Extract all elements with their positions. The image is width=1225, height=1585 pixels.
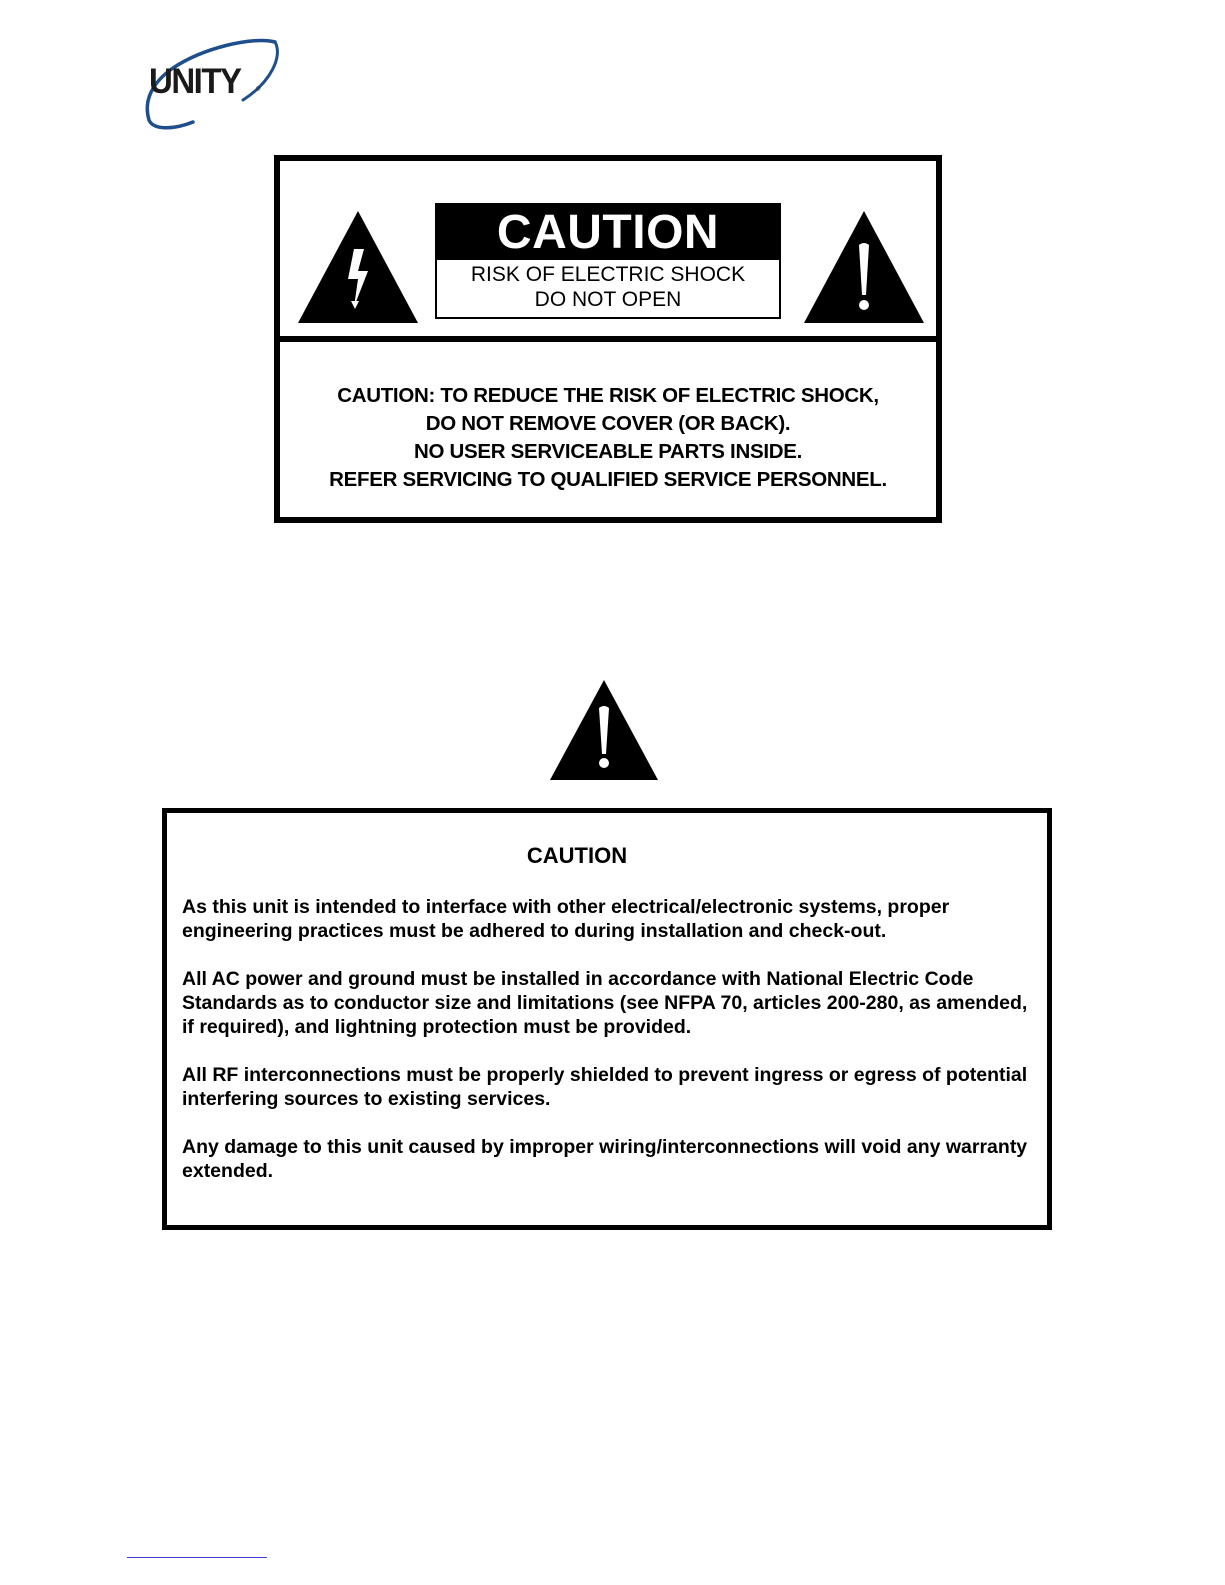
notice-body	[182, 895, 1042, 1207]
caution-label	[274, 155, 942, 523]
notice-paragraph: Any damage to this unit caused by improper wiring/interconnections will void any warranty extended.	[182, 1136, 1028, 1182]
caution-header-plate	[435, 203, 781, 319]
caution-header-subtitle	[437, 262, 779, 312]
caution-label-header-section	[280, 161, 936, 342]
exclamation-warning-icon	[802, 209, 926, 330]
caution-label-text-section	[280, 342, 936, 517]
caution-header-title: CAUTION	[437, 205, 779, 260]
electric-shock-warning-icon	[296, 209, 420, 330]
caution-label-line: NO USER SERVICEABLE PARTS INSIDE.	[413, 440, 803, 463]
notice-title: CAUTION	[526, 843, 628, 868]
caution-subtitle-line-2: DO NOT OPEN	[534, 288, 682, 311]
footer-link-underline[interactable]	[127, 1557, 267, 1558]
caution-notice-box	[162, 808, 1052, 1230]
unity-logo	[143, 38, 283, 133]
exclamation-warning-icon	[548, 678, 660, 787]
notice-paragraph: All RF interconnections must be properly shielded to prevent ingress or egress of potential interfering sources to existing services.	[182, 1064, 1028, 1110]
caution-subtitle-line-1: RISK OF ELECTRIC SHOCK	[470, 263, 746, 286]
caution-label-line: DO NOT REMOVE COVER (OR BACK).	[425, 412, 791, 435]
caution-label-line: REFER SERVICING TO QUALIFIED SERVICE PERSONNEL.	[329, 468, 887, 491]
logo-text: UNITY	[149, 60, 241, 101]
notice-paragraph: As this unit is intended to interface with other electrical/electronic systems, proper engineering practices must be adhered to during installation and check-out.	[182, 896, 950, 942]
notice-paragraph: All AC power and ground must be installed in accordance with National Electric Code Standards as to conductor size and limitations (see NFPA 70, articles 200-280, as amended, if required), and lightning protection must be provided.	[182, 968, 1028, 1038]
caution-label-line: CAUTION: TO REDUCE THE RISK OF ELECTRIC SHOCK,	[337, 384, 879, 407]
logo-registered-mark: ®	[256, 87, 261, 93]
